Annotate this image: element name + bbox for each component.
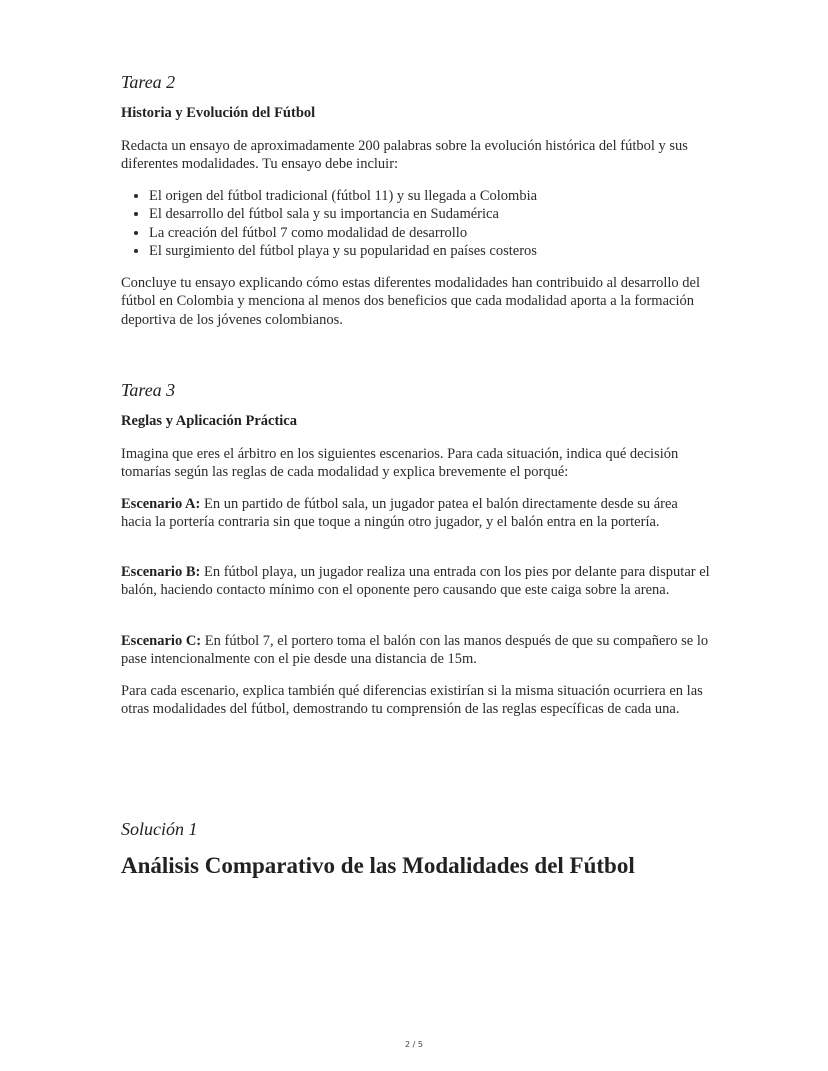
tarea3-closing: Para cada escenario, explica también qué diferencias existirían si la misma situación ocurriera en las otras modalidades del fútbol, demostrando tu comprensión de las reglas específicas de cada una. [121,683,703,718]
solucion1-label: Solución 1 [121,819,198,839]
tarea2-conclusion: Concluye tu ensayo explicando cómo estas diferentes modalidades han contribuido al desarrollo del fútbol en Colombia y menciona al menos dos beneficios que cada modalidad aporta a la formación deportiva de los jóvenes colombianos. [121,275,701,328]
scenario-text: En fútbol 7, el portero toma el balón con las manos después de que su compañero se lo pase intencionalmente con el pie desde una distancia de 15m. [121,633,709,668]
scenario-label: Escenario B: [121,564,201,580]
tarea2-list [121,187,739,260]
list-item: • El desarrollo del fútbol sala y su importancia en Sudamérica [149,205,739,223]
scenario-label: Escenario A: [121,496,201,512]
scenario-b [121,563,711,600]
scenario-text: En un partido de fútbol sala, un jugador patea el balón directamente desde su área hacia la portería contraria sin que toque a ningún otro jugador, y el balón entra en la portería. [121,496,678,531]
tarea2-intro: Redacta un ensayo de aproximadamente 200 palabras sobre la evolución histórica del fútbol y sus diferentes modalidades. Tu ensayo debe incluir: [121,138,688,173]
tarea3-label: Tarea 3 [121,380,176,400]
list-item: • El origen del fútbol tradicional (fútbol 11) y su llegada a Colombia [149,187,739,205]
tarea2-label: Tarea 2 [121,72,176,92]
scenario-a [121,495,711,532]
tarea3-title: Reglas y Aplicación Práctica [121,413,297,429]
scenario-text: En fútbol playa, un jugador realiza una entrada con los pies por delante para disputar el balón, haciendo contacto mínimo con el oponente pero causando que este caiga sobre la arena. [121,564,710,599]
list-item: • El surgimiento del fútbol playa y su popularidad en países costeros [149,242,739,260]
tarea2-title: Historia y Evolución del Fútbol [121,105,316,121]
solucion1-title: Análisis Comparativo de las Modalidades del Fútbol [121,853,635,878]
scenario-label: Escenario C: [121,633,202,649]
scenario-c [121,632,711,669]
list-item: • La creación del fútbol 7 como modalidad de desarrollo [149,224,739,242]
tarea3-intro: Imagina que eres el árbitro en los siguientes escenarios. Para cada situación, indica qué decisión tomarías según las reglas de cada modalidad y explica brevemente el porqué: [121,446,679,481]
page-number: 2 / 5 [405,1040,423,1049]
